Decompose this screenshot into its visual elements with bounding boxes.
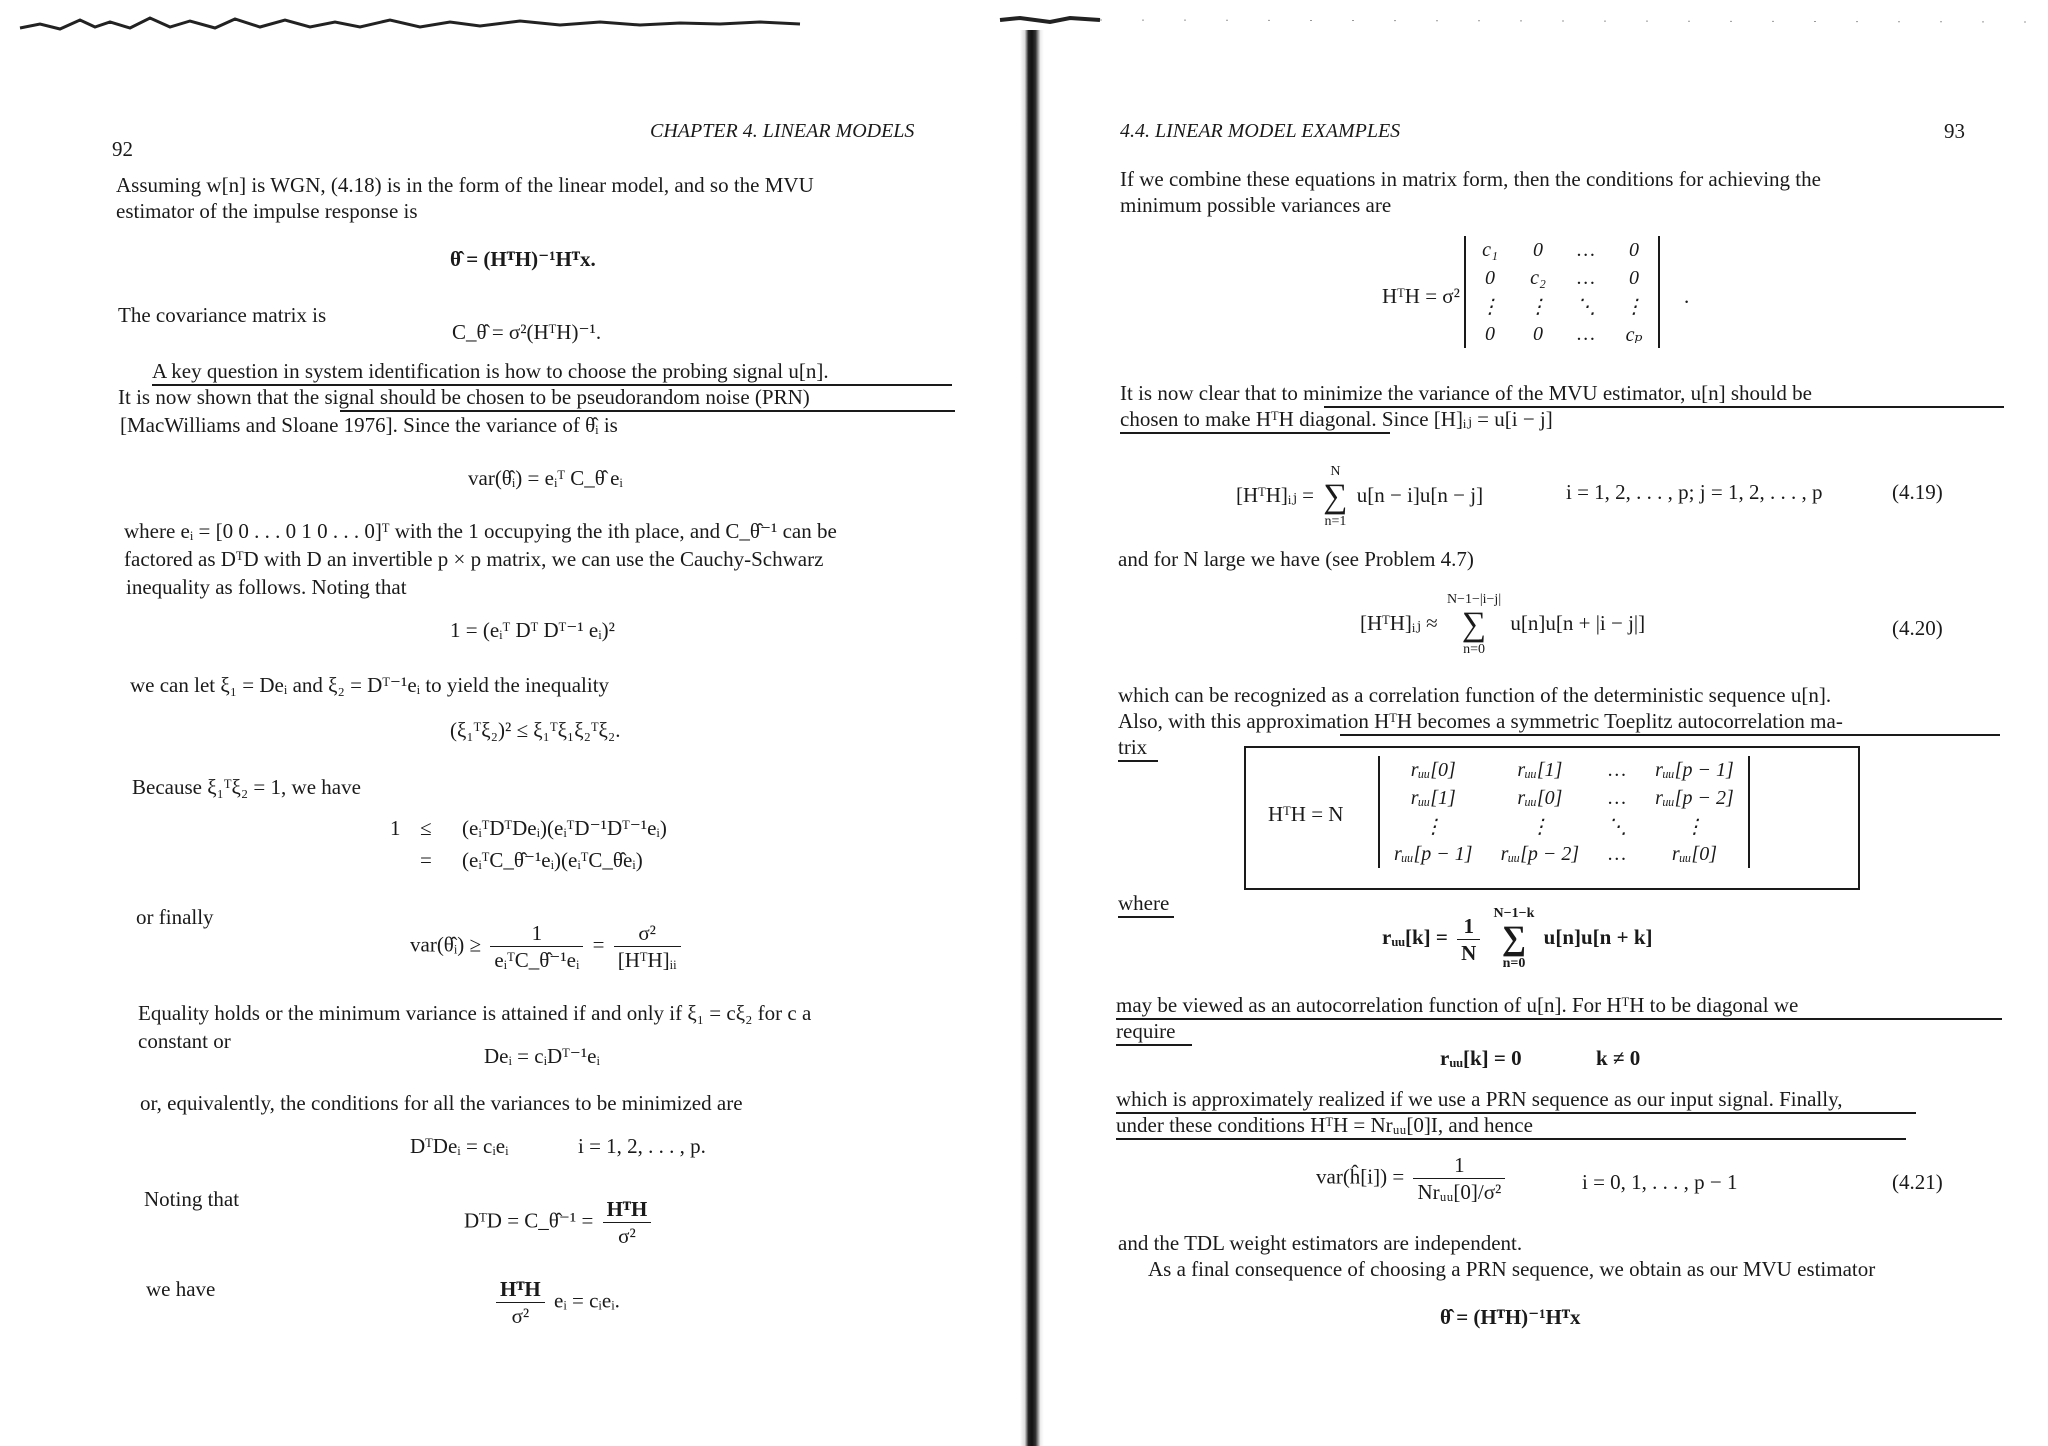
equation-4-21 <box>1316 1152 1509 1205</box>
equation-cauchy-schwarz: (ξ₁ᵀξ₂)² ≤ ξ₁ᵀξ₁ξ₂ᵀξ₂. <box>450 718 621 742</box>
paragraph-line: we can let ξ₁ = Deᵢ and ξ₂ = Dᵀ⁻¹eᵢ to yield the inequality <box>130 673 610 697</box>
matrix-cell: c₁ <box>1482 238 1498 261</box>
equation-range: i = 1, 2, . . . , p; j = 1, 2, . . . , p <box>1566 480 1823 504</box>
matrix-cell: rᵤᵤ[1] <box>1410 786 1456 809</box>
paragraph-line: may be viewed as an autocorrelation function of u[n]. For HᵀH to be diagonal we <box>1116 993 1799 1017</box>
paragraph-line: estimator of the impulse response is <box>116 199 418 223</box>
equation-noting <box>464 1196 655 1249</box>
equation-final-estimator: θ̂ = (HᵀH)⁻¹Hᵀx <box>1440 1305 1581 1329</box>
paragraph-line: If we combine these equations in matrix form, then the conditions for achieving the <box>1120 167 1821 191</box>
paragraph-line: inequality as follows. Noting that <box>126 575 407 599</box>
equation-part: u[n]u[n + |i − j|] <box>1510 610 1646 635</box>
page-number: 92 <box>112 137 133 161</box>
matrix-cell: … <box>1608 842 1627 865</box>
matrix-cell: 0 <box>1533 322 1543 345</box>
matrix-cell: ⋮ <box>1684 815 1705 838</box>
equation-range: i = 1, 2, . . . , p. <box>578 1134 706 1158</box>
matrix-cell: rᵤᵤ[p − 2] <box>1655 786 1734 809</box>
equation-inequality-rhs: (eᵢᵀC_θ̂⁻¹eᵢ)(eᵢᵀC_θ̂eᵢ) <box>462 848 643 872</box>
matrix-row <box>1380 756 1748 784</box>
equation-part: = <box>592 932 605 957</box>
equation-inequality-lhs: 1 <box>390 816 401 840</box>
matrix-cell: 0 <box>1485 266 1495 289</box>
paragraph-line: The covariance matrix is <box>118 303 327 327</box>
matrix-row <box>1466 264 1658 292</box>
matrix-cell: rᵤᵤ[0] <box>1671 842 1717 865</box>
matrix-cell: rᵤᵤ[p − 1] <box>1655 758 1734 781</box>
sigma-icon: ∑ <box>1323 478 1348 515</box>
paragraph-line: Assuming w[n] is WGN, (4.18) is in the form of the linear model, and so the MVU <box>116 173 814 197</box>
matrix-cell: … <box>1608 758 1627 781</box>
paragraph-line: Equality holds or the minimum variance is attained if and only if ξ₁ = cξ₂ for c a <box>138 1001 812 1025</box>
equation-number: (4.20) <box>1892 616 1943 640</box>
paragraph-line: factored as DᵀD with D an invertible p × p matrix, we can use the Cauchy-Schwarz <box>124 547 824 571</box>
page-number: 93 <box>1944 119 1965 143</box>
matrix-row <box>1466 320 1658 348</box>
matrix-row <box>1380 784 1748 812</box>
matrix-row <box>1380 812 1748 840</box>
equation-dei: Deᵢ = cᵢDᵀ⁻¹eᵢ <box>484 1044 600 1068</box>
book-spine <box>1020 30 1044 1446</box>
summation <box>1494 906 1535 972</box>
paragraph-line: Also, with this approximation HᵀH becomes a symmetric Toeplitz autocorrelation ma- <box>1118 709 1843 733</box>
equation-identity: 1 = (eᵢᵀ Dᵀ Dᵀ⁻¹ eᵢ)² <box>450 618 615 642</box>
paragraph-line: Because ξ₁ᵀξ₂ = 1, we have <box>132 775 361 799</box>
paragraph-line: under these conditions HᵀH = Nrᵤᵤ[0]I, and hence <box>1116 1113 1533 1137</box>
equation-part: [HᵀH]ᵢⱼ = <box>1236 482 1315 507</box>
fraction <box>614 920 681 973</box>
matrix-cell: cₚ <box>1625 323 1643 346</box>
equation-number: (4.21) <box>1892 1170 1943 1194</box>
equation-variance: var(θ̂ᵢ) = eᵢᵀ C_θ̂ eᵢ <box>468 466 623 490</box>
running-header: CHAPTER 4. LINEAR MODELS <box>650 120 915 142</box>
equation-part: var(θ̂ᵢ) ≥ <box>410 932 482 957</box>
paragraph-line: which is approximately realized if we use a PRN sequence as our input signal. Finally, <box>1116 1087 1843 1111</box>
fraction-denominator: σ² <box>603 1222 652 1249</box>
matrix-cell: ⋱ <box>1576 295 1596 318</box>
summation <box>1447 592 1501 658</box>
matrix-cell: rᵤᵤ[p − 1] <box>1394 842 1473 865</box>
equation-part: u[n − i]u[n − j] <box>1356 482 1484 507</box>
fraction-numerator: 1 <box>1454 1153 1465 1177</box>
fraction-numerator: 1 <box>1463 913 1474 938</box>
fraction <box>603 1196 652 1249</box>
equation-final-bound <box>410 920 685 973</box>
equation-range: i = 0, 1, . . . , p − 1 <box>1582 1170 1738 1194</box>
paragraph-line: and the TDL weight estimators are independent. <box>1118 1231 1523 1255</box>
pen-underline <box>1116 1044 1192 1046</box>
sum-lower: n=0 <box>1463 642 1485 657</box>
matrix-row <box>1466 292 1658 320</box>
pen-underline <box>1120 432 1390 434</box>
right-page <box>1044 0 2048 1446</box>
sigma-icon: ∑ <box>1461 606 1487 643</box>
left-page <box>0 0 1020 1446</box>
matrix-cell: ⋮ <box>1423 815 1444 838</box>
paragraph-line: we have <box>146 1277 216 1301</box>
fraction-numerator: HᵀH <box>500 1277 541 1301</box>
equation-requirement: rᵤᵤ[k] = 0 <box>1440 1046 1522 1070</box>
fraction-denominator: [HᵀH]ᵢᵢ <box>614 946 681 973</box>
paragraph-line: [MacWilliams and Sloane 1976]. Since the variance of θ̂ᵢ is <box>120 413 618 437</box>
equation-diag-lhs: HᵀH = σ² <box>1382 284 1460 308</box>
equation-part: rᵤᵤ[k] = <box>1382 924 1448 949</box>
pen-underline <box>1116 1018 2002 1020</box>
equation-dtd: DᵀDeᵢ = cᵢeᵢ <box>410 1134 509 1158</box>
paragraph-line: minimum possible variances are <box>1120 193 1392 217</box>
matrix-cell: ⋮ <box>1528 295 1548 318</box>
paragraph-line: chosen to make HᵀH diagonal. Since [H]ᵢⱼ = u[i − j] <box>1120 407 1553 431</box>
paragraph-line: or finally <box>136 905 214 929</box>
matrix-cell: rᵤᵤ[p − 2] <box>1500 842 1580 865</box>
fraction <box>490 920 583 973</box>
running-header: 4.4. LINEAR MODEL EXAMPLES <box>1120 120 1401 142</box>
sum-upper: N <box>1330 464 1341 479</box>
matrix-cell: rᵤᵤ[1] <box>1517 758 1563 781</box>
fraction-denominator: Nrᵤᵤ[0]/σ² <box>1413 1178 1505 1205</box>
equation-4-20 <box>1360 592 1645 658</box>
sum-upper: N−1−k <box>1493 906 1535 921</box>
matrix-cell: … <box>1577 266 1595 289</box>
paragraph-line: or, equivalently, the conditions for all the variances to be minimized are <box>140 1091 743 1115</box>
matrix-row <box>1380 840 1748 868</box>
matrix-cell: c₂ <box>1530 266 1546 289</box>
fraction-numerator: HᵀH <box>606 1197 648 1221</box>
matrix-cell: ⋮ <box>1529 815 1550 838</box>
paragraph-line: It is now clear that to minimize the variance of the MVU estimator, u[n] should be <box>1120 381 1812 405</box>
equation-part: var(ĥ[i]) = <box>1316 1164 1405 1189</box>
pen-underline <box>1118 760 1158 762</box>
paragraph-line: As a final consequence of choosing a PRN sequence, we obtain as our MVU estimator <box>1148 1257 1876 1281</box>
matrix-table <box>1466 236 1658 348</box>
paragraph-line: It is now shown that the signal should be chosen to be pseudorandom noise (PRN) <box>118 385 810 409</box>
matrix-cell: rᵤᵤ[0] <box>1410 758 1456 781</box>
equation-part: [HᵀH]ᵢⱼ ≈ <box>1360 610 1438 635</box>
equation-inequality-op: = <box>420 848 432 872</box>
matrix-cell: 0 <box>1629 266 1639 289</box>
matrix-cell: ⋮ <box>1480 295 1500 318</box>
paragraph-line: which can be recognized as a correlation function of the deterministic sequence u[n]. <box>1118 683 1832 707</box>
matrix-cell: … <box>1577 322 1595 345</box>
fraction <box>496 1276 545 1329</box>
matrix-body <box>1380 756 1748 868</box>
equation-covariance: C_θ̂ = σ²(HᵀH)⁻¹. <box>452 320 602 344</box>
equation-part: u[n]u[n + k] <box>1543 924 1653 949</box>
paragraph-line: Noting that <box>144 1187 240 1211</box>
sum-lower: n=1 <box>1324 514 1347 529</box>
fraction-numerator: 1 <box>531 921 543 945</box>
diagonal-matrix <box>1464 236 1660 348</box>
matrix-cell: … <box>1608 786 1627 809</box>
paragraph-line: constant or <box>138 1029 231 1053</box>
matrix-cell: 0 <box>1629 238 1639 261</box>
equation-inequality-op: ≤ <box>420 816 432 840</box>
equation-condition: k ≠ 0 <box>1596 1046 1641 1070</box>
paragraph-line: and for N large we have (see Problem 4.7) <box>1118 547 1474 571</box>
equation-part: DᵀD = C_θ̂⁻¹ = <box>464 1208 594 1233</box>
toeplitz-matrix <box>1378 756 1750 868</box>
sum-upper: N−1−|i−j| <box>1446 592 1502 607</box>
paragraph-line: where eᵢ = [0 0 . . . 0 1 0 . . . 0]ᵀ with the 1 occupying the ith place, and C_θ̂⁻¹ can be <box>124 519 837 543</box>
sum-lower: n=0 <box>1502 956 1526 971</box>
pen-underline <box>1340 734 2000 736</box>
equation-period: . <box>1684 284 1690 308</box>
matrix-row <box>1466 236 1658 264</box>
equation-part: eᵢ = cᵢeᵢ. <box>554 1288 620 1313</box>
fraction <box>1457 913 1480 966</box>
fraction <box>1413 1152 1505 1205</box>
equation-autocorrelation <box>1382 906 1653 972</box>
pen-underline <box>1118 916 1174 918</box>
paragraph-line: where <box>1118 891 1170 915</box>
matrix-table <box>1380 756 1748 868</box>
matrix-cell: 0 <box>1533 238 1543 261</box>
matrix-cell: … <box>1577 238 1595 261</box>
equation-have <box>492 1276 620 1329</box>
sigma-icon: ∑ <box>1501 920 1527 957</box>
matrix-cell: 0 <box>1485 322 1495 345</box>
equation-estimator: θ̂ = (HᵀH)⁻¹Hᵀx. <box>450 247 596 271</box>
summation <box>1323 464 1347 530</box>
paragraph-line: require <box>1116 1019 1176 1043</box>
equation-4-19 <box>1236 464 1483 530</box>
fraction-denominator: N <box>1457 939 1480 966</box>
equation-inequality-rhs: (eᵢᵀDᵀDeᵢ)(eᵢᵀD⁻¹Dᵀ⁻¹eᵢ) <box>462 816 667 840</box>
matrix-cell: rᵤᵤ[0] <box>1517 786 1563 809</box>
matrix-cell: ⋱ <box>1607 815 1628 838</box>
fraction-denominator: eᵢᵀC_θ̂⁻¹eᵢ <box>490 946 583 973</box>
matrix-cell: ⋮ <box>1624 295 1644 318</box>
equation-number: (4.19) <box>1892 480 1943 504</box>
fraction-denominator: σ² <box>496 1302 545 1329</box>
paragraph-line: trix <box>1118 735 1148 759</box>
fraction-numerator: σ² <box>638 921 656 945</box>
equation-toeplitz-lhs: HᵀH = N <box>1268 802 1344 826</box>
pen-underline <box>1116 1138 1906 1140</box>
paragraph-line: A key question in system identification is how to choose the probing signal u[n]. <box>152 359 829 383</box>
matrix-body <box>1466 236 1658 348</box>
